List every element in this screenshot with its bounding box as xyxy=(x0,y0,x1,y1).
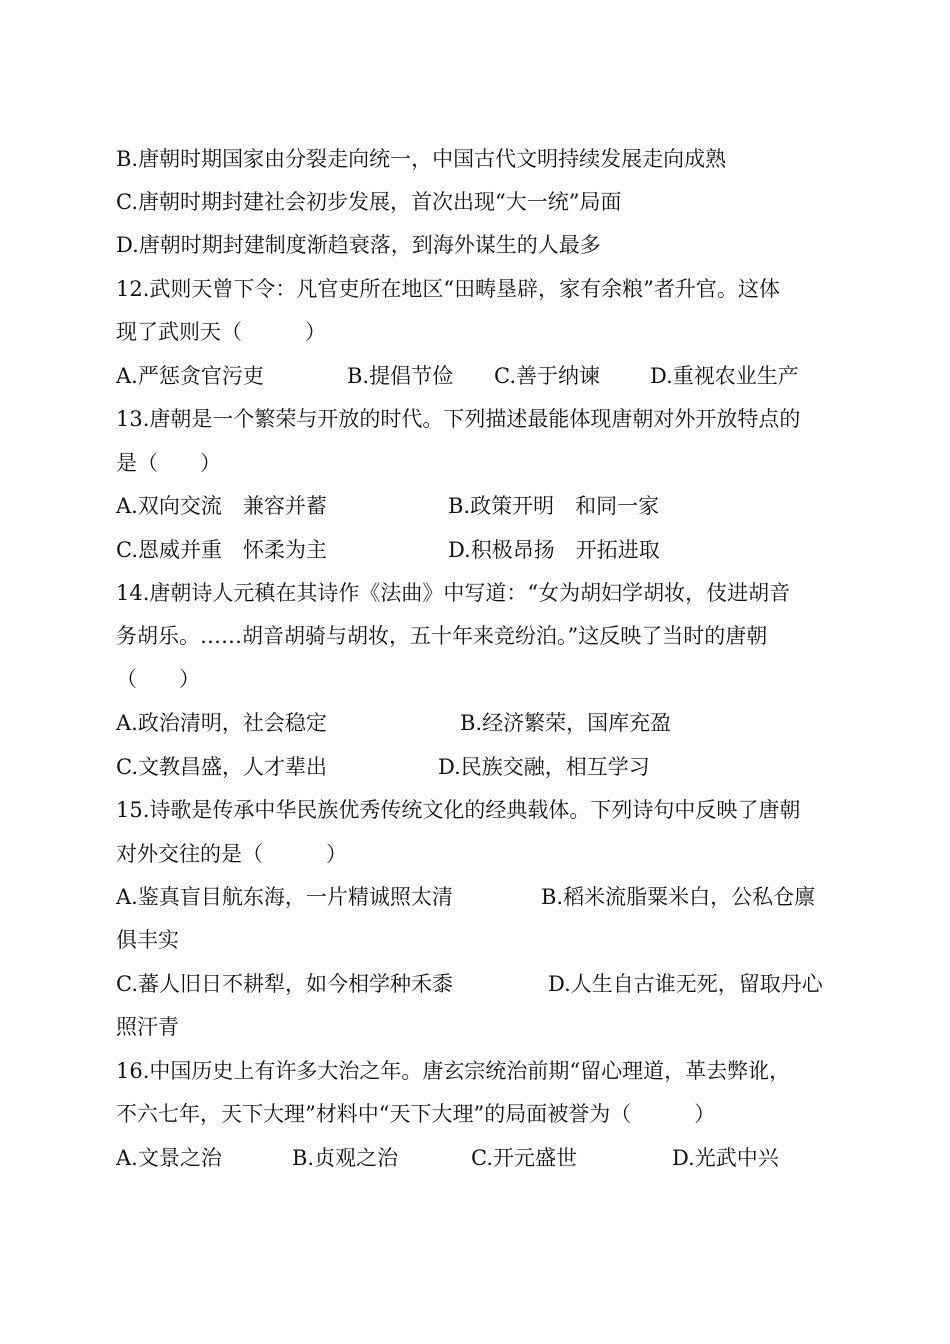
q13-option-a: A.双向交流 兼容并蓄 xyxy=(116,494,327,518)
q14-stem-line-1: 14.唐朝诗人元稹在其诗作《法曲》中写道：“女为胡妇学胡妆，伎进胡音 xyxy=(116,581,791,605)
q13-option-b: B.政策开明 和同一家 xyxy=(448,494,660,518)
q11-option-b: B.唐朝时期国家由分裂走向统一，中国古代文明持续发展走向成熟 xyxy=(116,147,727,171)
q11-option-d: D.唐朝时期封建制度渐趋衰落，到海外谋生的人最多 xyxy=(116,233,601,257)
q12-stem-line-2: 现了武则天（ ） xyxy=(116,320,326,344)
q14-option-a: A.政治清明，社会稳定 xyxy=(116,711,327,735)
q13-stem-line-2: 是（ ） xyxy=(116,451,221,475)
q16-option-c: C.开元盛世 xyxy=(471,1146,577,1170)
q12-option-c: C.善于纳谏 xyxy=(494,364,600,388)
q16-stem-line-2: 不六七年，天下大理”材料中“天下大理”的局面被誉为（ ） xyxy=(116,1102,716,1126)
q15-option-c: C.蕃人旧日不耕犁，如今相学种禾黍 xyxy=(116,972,453,996)
q15-option-b: B.稻米流脂粟米白，公私仓廪 xyxy=(541,885,816,909)
q13-stem-line-1: 13.唐朝是一个繁荣与开放的时代。下列描述最能体现唐朝对外开放特点的 xyxy=(116,407,801,431)
q15-option-d-continued: 照汗青 xyxy=(116,1015,179,1039)
q15-option-b-continued: 俱丰实 xyxy=(116,928,179,952)
q12-option-d: D.重视农业生产 xyxy=(650,364,799,388)
q12-option-b: B.提倡节俭 xyxy=(347,364,454,388)
q12-stem-line-1: 12.武则天曾下令：凡官吏所在地区“田畴垦辟，家有余粮”者升官。这体 xyxy=(116,277,780,301)
q13-option-c: C.恩威并重 怀柔为主 xyxy=(116,538,327,562)
q16-option-d: D.光武中兴 xyxy=(672,1146,779,1170)
q16-option-a: A.文景之治 xyxy=(116,1146,222,1170)
q15-stem-line-2: 对外交往的是（ ） xyxy=(116,842,347,866)
q14-stem-line-2: 务胡乐。……胡音胡骑与胡妆，五十年来竞纷泊。”这反映了当时的唐朝 xyxy=(116,624,768,648)
q14-option-b: B.经济繁荣，国库充盈 xyxy=(460,711,672,735)
q14-option-c: C.文教昌盛，人才辈出 xyxy=(116,755,327,779)
q16-option-b: B.贞观之治 xyxy=(292,1146,399,1170)
q15-stem-line-1: 15.诗歌是传承中华民族优秀传统文化的经典载体。下列诗句中反映了唐朝 xyxy=(116,798,801,822)
q14-option-d: D.民族交融，相互学习 xyxy=(438,755,650,779)
q15-option-d: D.人生自古谁无死，留取丹心 xyxy=(548,972,823,996)
q11-option-c: C.唐朝时期封建社会初步发展，首次出现“大一统”局面 xyxy=(116,190,622,214)
q15-option-a: A.鉴真盲目航东海，一片精诚照太清 xyxy=(116,885,453,909)
q16-stem-line-1: 16.中国历史上有许多大治之年。唐玄宗统治前期“留心理道，革去弊讹， xyxy=(116,1059,791,1083)
q14-stem-line-3: （ ） xyxy=(116,667,200,691)
q12-option-a: A.严惩贪官污吏 xyxy=(116,364,264,388)
q13-option-d: D.积极昂扬 开拓进取 xyxy=(448,538,660,562)
